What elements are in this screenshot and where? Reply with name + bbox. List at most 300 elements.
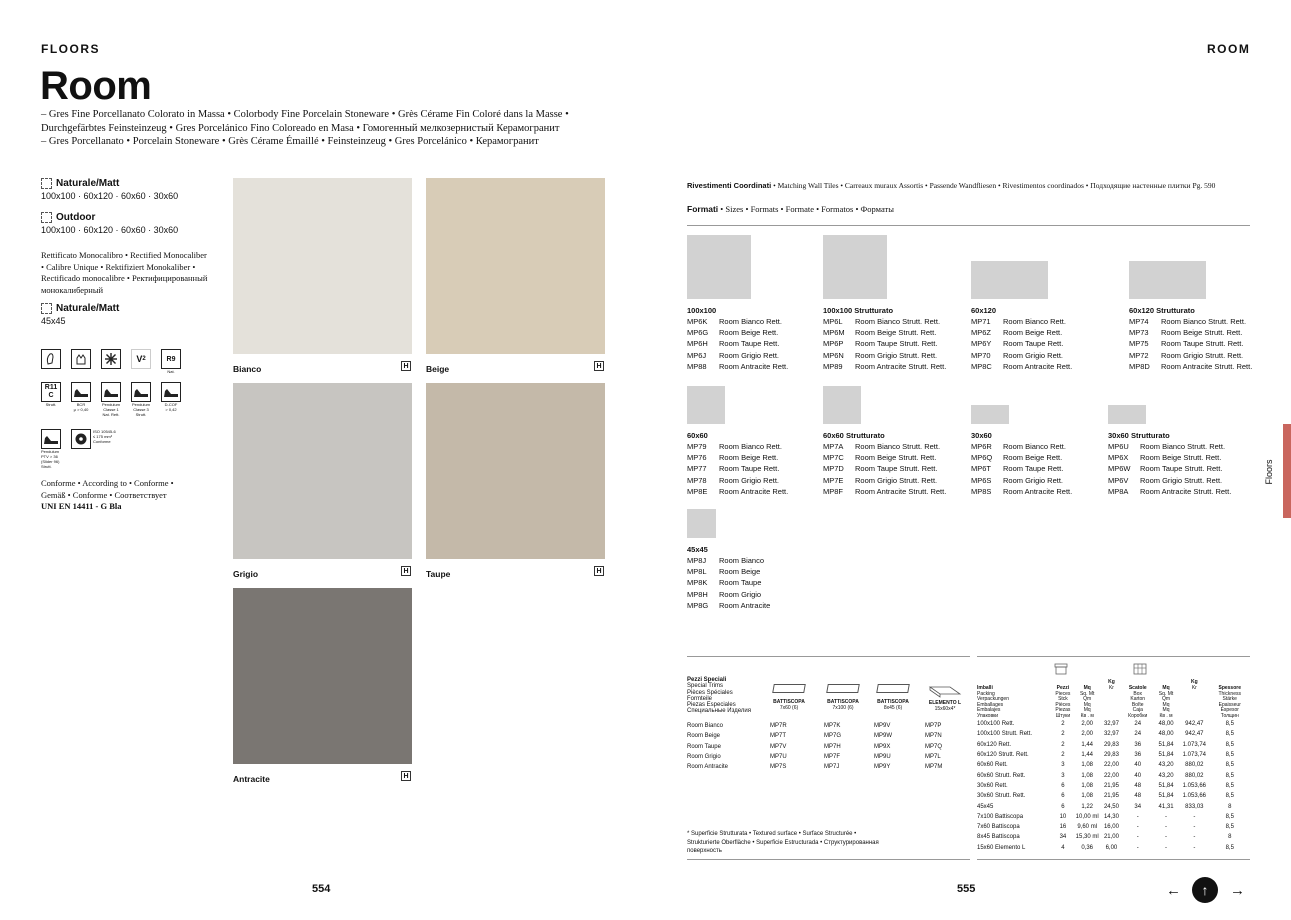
product-name: Room Beige Rett. — [1003, 328, 1063, 338]
table-cell: 30x60 Strutt. Rett. — [977, 793, 1026, 800]
product-name: Room Bianco Strutt. Rett. — [1161, 317, 1247, 326]
product-code: MP8E — [687, 486, 708, 496]
product-name: Room Beige Strutt. Rett. — [855, 328, 937, 338]
table-cell: 2 — [1061, 752, 1065, 759]
l-element-icon — [928, 684, 962, 698]
table-cell: 24,50 — [1103, 803, 1119, 810]
table-cell: 100x100 Rett. — [977, 721, 1015, 728]
table-row — [977, 812, 1250, 822]
table-cell: 9,60 ml — [1077, 824, 1098, 831]
table-cell: - — [1193, 824, 1196, 831]
trim-col-header: BATTISCOPA 8x45 (6) — [874, 684, 912, 711]
product-code: MP6T — [971, 464, 992, 474]
format-item — [823, 316, 946, 327]
table-cell: MP9W — [874, 733, 892, 740]
format-group-30x60-strutt: 30x60 Strutturato MP6U Room Bianco Strutt. Rett. MP6X Room Beige Strutt. Rett. MP6W Room Taupe Strutt. Rett. MP6V Room Grigio Strutt. Rett. MP8A Room Antracite Strutt. Rett. — [1108, 405, 1231, 497]
table-cell: 1,08 — [1081, 793, 1094, 800]
table-cell: 6 — [1061, 803, 1065, 810]
table-cell: 60x120 Strutt. Rett. — [977, 752, 1029, 759]
tile-name: Beige — [426, 364, 450, 374]
product-name: Room Grigio Strutt. Rett. — [855, 350, 938, 360]
table-cell: 15,30 ml — [1075, 834, 1099, 841]
table-cell: 8,5 — [1225, 813, 1234, 820]
format-swatch — [687, 235, 751, 299]
section-label-right: ROOM — [1207, 42, 1251, 56]
finish-icon — [41, 178, 52, 189]
h-marker: H — [401, 361, 411, 371]
format-item — [971, 316, 1072, 327]
format-item — [823, 441, 946, 452]
table-cell: 43,20 — [1158, 762, 1174, 769]
table-cell: 8,5 — [1225, 731, 1234, 738]
pallet-icon — [1133, 663, 1147, 675]
product-name: Room Taupe Rett. — [1003, 339, 1064, 349]
format-item — [971, 475, 1072, 486]
product-code: MP88 — [687, 361, 707, 371]
format-item — [1129, 361, 1252, 372]
table-cell: 48 — [1134, 782, 1142, 789]
product-code: MP6L — [823, 317, 843, 326]
h-marker: H — [401, 566, 411, 576]
format-item — [1108, 441, 1231, 452]
table-cell: MP7N — [925, 733, 942, 740]
format-item — [971, 327, 1072, 338]
table-cell: 15x60 Elemento L — [977, 844, 1026, 851]
product-code: MP76 — [687, 453, 707, 463]
table-cell: 1,08 — [1081, 772, 1094, 779]
table-cell: 51,84 — [1158, 793, 1174, 800]
table-cell: - — [1193, 844, 1196, 851]
table-cell: 10,00 ml — [1075, 813, 1099, 820]
product-name: Room Taupe Strutt. Rett. — [855, 464, 938, 474]
product-code: MP8K — [687, 578, 708, 588]
product-code: MP7D — [823, 464, 844, 474]
table-cell: 942,47 — [1185, 721, 1204, 728]
pendulum-1-badge: Pendulum Classe 1 Nat. Rett. — [101, 382, 121, 417]
table-cell: 8,5 — [1225, 721, 1234, 728]
abrasion-icon — [71, 429, 91, 449]
product-code: MP6X — [1108, 453, 1129, 463]
product-code: MP6N — [823, 350, 844, 360]
table-cell: 45x45 — [977, 803, 994, 810]
divider — [687, 225, 1250, 226]
table-cell: MP9U — [874, 754, 891, 761]
format-item — [687, 350, 788, 361]
badges-row-3 — [41, 429, 116, 469]
product-name: Room Antracite — [719, 600, 771, 610]
table-cell: MP7H — [824, 743, 841, 750]
table-cell: 29,83 — [1103, 752, 1119, 759]
bcr-badge: BCR μ > 0,40 — [71, 382, 91, 412]
product-code: MP78 — [687, 475, 707, 485]
product-code: MP6Y — [971, 339, 992, 349]
table-row — [687, 762, 967, 772]
coordinated-wall-tiles[interactable]: Rivestimenti Coordinati • Matching Wall Tiles • Carreaux muraux Assortis • Passende Wandfliesen • Rivestimentos coordinados • Подходящие настенные плитки Pg. 590 — [687, 181, 1216, 190]
table-cell: 833,03 — [1185, 803, 1204, 810]
product-name: Room Bianco — [719, 556, 765, 565]
table-cell: 30x60 Rett. — [977, 782, 1008, 789]
finish-icon — [41, 212, 52, 223]
table-cell: 10 — [1059, 813, 1067, 820]
product-name: Room Beige Strutt. Rett. — [1140, 453, 1222, 463]
packing-col-header: Mq Sq. Mt Qm Mq Mq Кв . м — [1079, 685, 1095, 719]
product-code: MP70 — [971, 350, 991, 360]
table-cell: 21,00 — [1103, 834, 1119, 841]
table-cell: MP7U — [770, 754, 787, 761]
trim-col-header: BATTISCOPA 7x100 (6) — [824, 684, 862, 711]
pieces-icon — [1054, 663, 1068, 675]
table-cell: - — [1165, 813, 1168, 820]
table-cell: 6 — [1061, 793, 1065, 800]
product-code: MP8G — [687, 600, 709, 610]
format-item — [687, 452, 788, 463]
side-tab-marker — [1283, 424, 1291, 518]
product-code: MP6P — [823, 339, 844, 349]
product-name: Room Bianco Strutt. Rett. — [855, 442, 941, 451]
tile-swatch-antracite — [233, 588, 412, 764]
table-cell: - — [1193, 834, 1196, 841]
table-row — [977, 729, 1250, 739]
product-code: MP6V — [1108, 475, 1129, 485]
product-name: Room Taupe Rett. — [719, 464, 780, 474]
product-code: MP8F — [823, 486, 844, 496]
product-code: MP71 — [971, 317, 991, 326]
table-cell: 7x100 Battiscopa — [977, 813, 1024, 820]
format-swatch — [823, 386, 861, 424]
table-cell: 2 — [1061, 721, 1065, 728]
format-item — [687, 441, 788, 452]
table-cell: MP7T — [770, 733, 787, 740]
table-cell: 60x60 Strutt. Rett. — [977, 772, 1026, 779]
trims-footnote: * Superficie Strutturata • Textured surface • Surface Structurée • Strukturierte Oberfläche • Superficie Estructurada • Структурированная поверхность — [687, 831, 879, 854]
table-cell: 1.053,66 — [1182, 793, 1207, 800]
product-name: Room Grigio Strutt. Rett. — [855, 475, 938, 485]
table-row — [687, 731, 967, 741]
back-to-top-button[interactable]: ↑ — [1192, 877, 1218, 903]
table-cell: - — [1136, 844, 1139, 851]
table-row — [977, 740, 1250, 750]
shade-variation-badge: V 2 — [131, 349, 151, 369]
product-name: Room Beige Strutt. Rett. — [855, 453, 937, 463]
format-item — [687, 566, 770, 577]
tile-swatch-grigio — [233, 383, 412, 559]
format-item — [823, 361, 946, 372]
product-name: Room Bianco Rett. — [1003, 442, 1066, 451]
format-item — [1108, 486, 1231, 497]
product-name: Room Grigio Rett. — [1003, 475, 1064, 485]
r9-badge: R9 Nat. — [161, 349, 181, 374]
pendulum-3-badge: Pendulum Classe 3 Strutt. — [131, 382, 151, 417]
format-swatch — [823, 235, 887, 299]
table-cell: 43,20 — [1158, 772, 1174, 779]
table-cell: 24 — [1134, 731, 1142, 738]
product-name: Room Grigio Rett. — [719, 475, 780, 485]
page-number-left: 554 — [312, 883, 331, 895]
rettificato-text: Rettificato Monocalibro • Rectified Monocaliber • Calibre Unique • Rektifiziert Monokaliber • Rectificado monocalibre • Ректифицированный монокалиберный — [41, 250, 208, 295]
badges-row-1 — [41, 349, 181, 374]
skirting-icon — [826, 684, 860, 693]
format-item — [687, 338, 788, 349]
product-code: MP6R — [971, 442, 992, 451]
table-cell: 8 — [1228, 803, 1232, 810]
format-item — [971, 486, 1072, 497]
format-group-60x120: 60x120 MP71 Room Bianco Rett. MP6Z Room Beige Rett. MP6Y Room Taupe Rett. MP70 Room Grigio Rett. MP8C Room Antracite Rett. — [971, 261, 1072, 372]
table-cell: 880,02 — [1185, 772, 1204, 779]
format-swatch — [971, 405, 1009, 424]
table-cell: 8,5 — [1225, 741, 1234, 748]
table-cell: 0,36 — [1081, 844, 1094, 851]
table-cell: 880,02 — [1185, 762, 1204, 769]
table-cell: 1.053,66 — [1182, 782, 1207, 789]
format-item — [823, 463, 946, 474]
product-code: MP8A — [1108, 486, 1129, 496]
packing-col-header: Kg Kr — [1108, 679, 1115, 691]
format-item — [687, 577, 770, 588]
table-cell: MP7R — [770, 723, 787, 730]
format-group-30x60: 30x60 MP6R Room Bianco Rett. MP6Q Room Beige Rett. MP6T Room Taupe Rett. MP6S Room Grigio Rett. MP8S Room Antracite Rett. — [971, 405, 1072, 497]
skirting-icon — [876, 684, 910, 693]
table-cell: MP9V — [874, 723, 891, 730]
table-cell: 41,31 — [1158, 803, 1174, 810]
slip-icon — [131, 382, 151, 402]
product-code: MP73 — [1129, 328, 1149, 338]
format-item — [687, 600, 770, 611]
product-code: MP8J — [687, 556, 707, 565]
format-item — [823, 350, 946, 361]
table-cell: 48,00 — [1158, 731, 1174, 738]
table-cell: Room Bianco — [687, 723, 724, 730]
product-code: MP72 — [1129, 350, 1149, 360]
table-cell: Room Antracite — [687, 764, 729, 771]
format-item — [823, 452, 946, 463]
table-cell: 1,08 — [1081, 782, 1094, 789]
product-code: MP8H — [687, 589, 708, 599]
table-cell: 8,5 — [1225, 844, 1234, 851]
format-item — [1129, 350, 1252, 361]
table-cell: 1,22 — [1081, 803, 1094, 810]
product-name: Room Bianco Rett. — [719, 317, 782, 326]
product-code: MP6K — [687, 317, 708, 326]
product-name: Room Grigio Rett. — [719, 350, 780, 360]
table-cell: 51,84 — [1158, 741, 1174, 748]
table-row — [977, 760, 1250, 770]
table-cell: MP7S — [770, 764, 787, 771]
finish-naturale: Naturale/Matt 100x100 · 60x120 · 60x60 · 30x60 — [41, 178, 179, 201]
table-cell: 8,5 — [1225, 793, 1234, 800]
divider — [977, 656, 1250, 657]
product-code: MP6G — [687, 328, 709, 338]
table-row — [687, 721, 967, 731]
product-code: MP6J — [687, 350, 707, 360]
table-cell: 3 — [1061, 762, 1065, 769]
r11-badge: R11 C Strutt. — [41, 382, 61, 407]
product-name: Room Antracite Strutt. Rett. — [855, 361, 947, 371]
table-cell: - — [1165, 824, 1168, 831]
table-cell: 16 — [1059, 824, 1067, 831]
next-page-button[interactable]: → — [1230, 882, 1245, 899]
format-group-60x120-strutt: 60x120 Strutturato MP74 Room Bianco Strutt. Rett. MP73 Room Beige Strutt. Rett. MP75 Room Taupe Strutt. Rett. MP72 Room Grigio Strutt. Rett. MP8D Room Antracite Strutt. Rett. — [1129, 261, 1252, 372]
table-cell: 32,97 — [1103, 731, 1119, 738]
table-row — [977, 822, 1250, 832]
table-cell: 22,00 — [1103, 762, 1119, 769]
product-code: MP8D — [1129, 361, 1150, 371]
format-item — [971, 361, 1072, 372]
product-code: MP6W — [1108, 464, 1131, 474]
product-code: MP7E — [823, 475, 844, 485]
table-cell: MP9Y — [874, 764, 891, 771]
table-cell: - — [1165, 844, 1168, 851]
packing-col-header: Pezzi Pieces Stck Pièces Piezas Штуки — [1055, 685, 1071, 719]
table-cell: MP9X — [874, 743, 891, 750]
finish-outdoor: Outdoor 100x100 · 60x120 · 60x60 · 30x60 — [41, 212, 179, 235]
format-item — [1108, 463, 1231, 474]
tile-name: Antracite — [233, 774, 270, 784]
slip-icon — [71, 382, 91, 402]
hand-icon — [71, 349, 91, 369]
table-cell: 2 — [1061, 741, 1065, 748]
format-item — [1108, 452, 1231, 463]
tile-swatch-beige — [426, 178, 605, 354]
side-tab-label[interactable]: Floors — [1264, 459, 1274, 485]
table-row — [977, 770, 1250, 780]
format-item — [823, 475, 946, 486]
product-name: Room Grigio — [719, 589, 762, 599]
table-row — [977, 750, 1250, 760]
table-cell: 8x45 Battiscopa — [977, 834, 1020, 841]
product-code: MP8C — [971, 361, 992, 371]
table-cell: 22,00 — [1103, 772, 1119, 779]
table-row — [687, 752, 967, 762]
format-item — [1129, 338, 1252, 349]
prev-page-button[interactable]: ← — [1166, 882, 1181, 899]
table-cell: Room Grigio — [687, 754, 721, 761]
table-row — [977, 801, 1250, 811]
divider — [687, 656, 970, 657]
table-cell: 36 — [1134, 741, 1142, 748]
format-swatch — [971, 261, 1048, 299]
tile-name: Bianco — [233, 364, 262, 374]
table-cell: 34 — [1134, 803, 1142, 810]
product-name: Room Taupe Strutt. Rett. — [1161, 339, 1244, 349]
format-group-100x100: 100x100 MP6K Room Bianco Rett. MP6G Room Beige Rett. MP6H Room Taupe Rett. MP6J Room Grigio Rett. MP88 Room Antracite Rett. — [687, 235, 788, 372]
product-name: Room Beige — [719, 567, 761, 577]
format-item — [823, 327, 946, 338]
table-cell: MP7G — [824, 733, 842, 740]
divider — [977, 859, 1250, 860]
product-name: Room Taupe Rett. — [1003, 464, 1064, 474]
table-cell: 942,47 — [1185, 731, 1204, 738]
product-name: Room Taupe Rett. — [719, 339, 780, 349]
table-cell: 29,83 — [1103, 741, 1119, 748]
finish-naturale-45: Naturale/Matt 45x45 — [41, 303, 120, 326]
trim-col-header: BATTISCOPA 7x60 (6) — [770, 684, 808, 711]
trims-header: Pezzi Speciali Special Trims Pièces Spéciales Formteile Piezas Especiales Специальные Изделия — [687, 677, 751, 715]
format-item — [971, 463, 1072, 474]
table-cell: MP7M — [925, 764, 943, 771]
table-cell: 1.073,74 — [1182, 752, 1207, 759]
table-cell: MP7K — [824, 723, 841, 730]
table-cell: MP7L — [925, 754, 941, 761]
format-item — [687, 555, 770, 566]
page-title: Room — [40, 64, 152, 108]
format-item — [687, 316, 788, 327]
format-item — [971, 441, 1072, 452]
product-name: Room Antracite Rett. — [1003, 486, 1073, 496]
table-row — [687, 742, 967, 752]
table-cell: 24 — [1134, 721, 1142, 728]
product-code: MP6U — [1108, 442, 1129, 451]
product-name: Room Bianco Rett. — [1003, 317, 1066, 326]
h-marker: H — [401, 771, 411, 781]
table-cell: 21,95 — [1103, 782, 1119, 789]
table-cell: 14,30 — [1103, 813, 1119, 820]
product-name: Room Beige Strutt. Rett. — [1161, 328, 1243, 338]
product-name: Room Bianco Strutt. Rett. — [855, 317, 941, 326]
format-item — [1108, 475, 1231, 486]
table-cell: 2,00 — [1081, 721, 1094, 728]
tile-name: Taupe — [426, 569, 451, 579]
table-cell: 100x100 Strutt. Rett. — [977, 731, 1033, 738]
table-cell: MP7V — [770, 743, 787, 750]
packing-col-header: Spessore Thickness Stärke Epaisseur Espesor Толщин — [1218, 685, 1241, 719]
table-cell: - — [1136, 824, 1139, 831]
table-row — [977, 791, 1250, 801]
product-name: Room Antracite Rett. — [719, 361, 789, 371]
product-code: MP79 — [687, 442, 707, 451]
format-item — [687, 589, 770, 600]
table-cell: 36 — [1134, 752, 1142, 759]
table-row — [977, 843, 1250, 853]
table-cell: 8,5 — [1225, 824, 1234, 831]
table-cell: 2 — [1061, 731, 1065, 738]
table-cell: 6,00 — [1105, 844, 1118, 851]
badges-row-2 — [41, 382, 181, 417]
product-name: Room Grigio Strutt. Rett. — [1161, 350, 1244, 360]
format-item — [687, 475, 788, 486]
product-name: Room Grigio Rett. — [1003, 350, 1064, 360]
tile-swatch-bianco — [233, 178, 412, 354]
format-group-60x60-strutt: 60x60 Strutturato MP7A Room Bianco Strutt. Rett. MP7C Room Beige Strutt. Rett. MP7D Room Taupe Strutt. Rett. MP7E Room Grigio Strutt. Rett. MP8F Room Antracite Strutt. Rett. — [823, 386, 946, 497]
product-code: MP89 — [823, 361, 843, 371]
table-cell: 60x120 Rett. — [977, 741, 1012, 748]
table-cell: 1,08 — [1081, 762, 1094, 769]
table-cell: MP7J — [824, 764, 840, 771]
table-cell: 8,5 — [1225, 762, 1234, 769]
format-item — [971, 452, 1072, 463]
format-item — [823, 338, 946, 349]
section-label: FLOORS — [41, 42, 100, 56]
product-name: Room Bianco Rett. — [719, 442, 782, 451]
product-code: MP7C — [823, 453, 844, 463]
table-cell: 40 — [1134, 772, 1142, 779]
table-cell: Room Beige — [687, 733, 721, 740]
product-code: MP6H — [687, 339, 708, 349]
format-swatch — [687, 386, 725, 424]
packing-header-label: Imballi Packing Verpackungen Emballages Embalajes Упаковки — [977, 685, 1009, 719]
table-cell: MP7F — [824, 754, 841, 761]
table-cell: 4 — [1061, 844, 1065, 851]
frost-icon — [101, 349, 121, 369]
product-name: Room Antracite Rett. — [719, 486, 789, 496]
format-swatch — [1108, 405, 1146, 424]
table-cell: - — [1136, 834, 1139, 841]
format-item — [971, 338, 1072, 349]
slip-icon — [101, 382, 121, 402]
skirting-icon — [772, 684, 806, 693]
product-code: MP8S — [971, 486, 992, 496]
slip-icon — [41, 429, 61, 449]
product-subtitle: – Gres Fine Porcellanato Colorato in Massa • Colorbody Fine Porcelain Stoneware • Grès Cérame Fin Coloré dans la Masse • Durchgefärbtes Feinsteinzeug • Gres Porcelánico Fino Coloreado en Masa • Гомогенный мелкозернистый Керамогранит – Gres Porcellanato • Porcelain Stoneware • Grès Cérame Émaillé • Feinsteinzeug • Gres Porcelánico • Керамогранит — [41, 109, 569, 147]
